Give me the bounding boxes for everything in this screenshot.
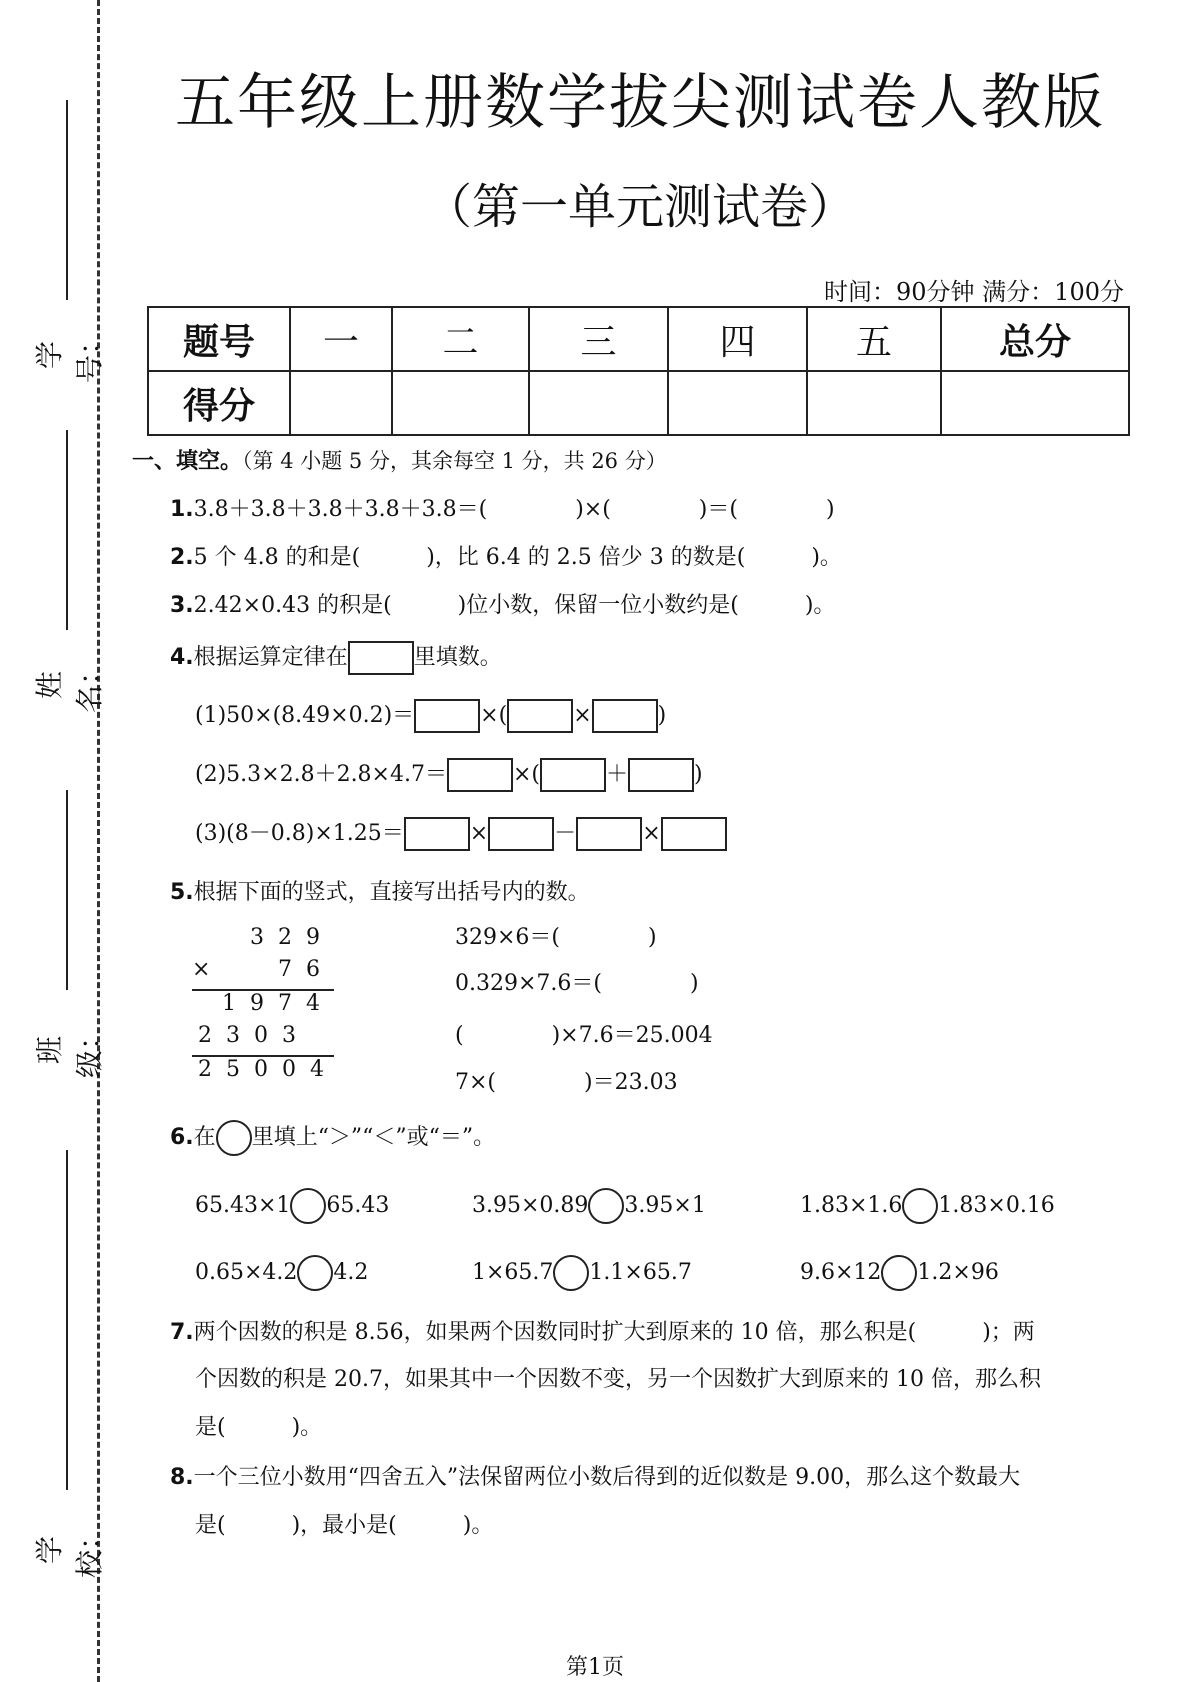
vert-times-sign: × — [192, 957, 225, 982]
question-8-line-1 — [170, 1460, 1020, 1491]
school-field[interactable] — [33, 1150, 106, 1579]
q4-s2-expr: (2)5.3×2.8＋2.8×4.7＝ — [195, 762, 447, 787]
q4-s1-close: ) — [657, 703, 667, 728]
question-7-line-3: 是( )。 — [195, 1415, 323, 1440]
answer-box[interactable] — [404, 817, 470, 851]
school-label: 学校： — [33, 1522, 106, 1579]
question-4-number: 4. — [170, 645, 194, 670]
question-6-text-a: 在 — [193, 1125, 216, 1150]
class-field[interactable] — [33, 790, 106, 1090]
compare-right: 3.95×1 — [624, 1193, 706, 1218]
vertical-multiplication — [192, 925, 338, 1089]
answer-box[interactable] — [507, 699, 573, 733]
section-1-heading — [132, 444, 667, 475]
score-header-5: 五 — [807, 307, 941, 371]
class-label: 班级： — [33, 1022, 106, 1079]
answer-circle[interactable] — [297, 1255, 333, 1291]
question-8-text-1: 一个三位小数用“四舍五入”法保留两位小数后得到的近似数是 9.00，那么这个数最大 — [193, 1465, 1021, 1490]
question-4 — [170, 640, 502, 675]
question-7-number: 7. — [170, 1320, 194, 1345]
answer-box[interactable] — [592, 699, 658, 733]
q4-s1-op1: ×( — [480, 703, 508, 728]
score-row-label: 得分 — [148, 371, 290, 435]
q4-s1-op2: × — [573, 703, 592, 728]
question-8-line-2: 是( )，最小是( )。 — [195, 1513, 494, 1538]
q4-s2-close: ) — [694, 762, 703, 787]
question-5-answer-3: ( )×7.6＝25.004 — [455, 1023, 713, 1048]
student-id-label: 学号： — [33, 327, 106, 384]
q4-s3-op2: － — [554, 821, 577, 846]
question-8-number: 8. — [170, 1465, 194, 1490]
question-5-answer-1: 329×6＝( ) — [455, 925, 657, 950]
name-label: 姓名： — [33, 657, 106, 714]
q4-s3-op3: × — [642, 821, 661, 846]
score-table — [147, 306, 1130, 436]
class-line[interactable] — [66, 790, 68, 990]
compare-item — [195, 1188, 389, 1224]
vert-row-5: 25004 — [198, 1057, 338, 1082]
question-5-answer-2: 0.329×7.6＝( ) — [455, 971, 699, 996]
q4-s3-op1: × — [469, 821, 489, 846]
score-cell-1[interactable] — [290, 371, 392, 435]
question-2-text: 5 个 4.8 的和是( )，比 6.4 的 2.5 倍少 3 的数是( )。 — [193, 545, 842, 570]
name-line[interactable] — [66, 430, 68, 630]
student-id-field[interactable] — [33, 100, 106, 400]
page-title: 五年级上册数学拔尖测试卷人教版 — [175, 68, 1105, 138]
question-1-text: 3.8＋3.8＋3.8＋3.8＋3.8＝( )×( )＝( ) — [193, 497, 835, 522]
school-line[interactable] — [66, 1150, 68, 1490]
score-header-total: 总分 — [941, 307, 1129, 371]
page-number: 第1页 — [566, 1655, 624, 1680]
compare-right: 1.1×65.7 — [589, 1260, 692, 1285]
score-header-label: 题号 — [148, 307, 290, 371]
score-cell-3[interactable] — [529, 371, 668, 435]
compare-item — [195, 1255, 368, 1291]
compare-item — [800, 1255, 999, 1291]
score-header-3: 三 — [529, 307, 668, 371]
score-header-4: 四 — [668, 307, 807, 371]
answer-box — [348, 641, 414, 675]
question-4-sub-3 — [195, 816, 727, 851]
page-subtitle: （第一单元测试卷） — [423, 179, 856, 235]
question-6 — [170, 1120, 495, 1156]
compare-left: 9.6×12 — [800, 1260, 882, 1285]
question-4-sub-2 — [195, 757, 703, 792]
compare-left: 1.83×1.6 — [800, 1193, 903, 1218]
q4-s2-op1: ×( — [512, 762, 541, 787]
question-3 — [170, 588, 835, 619]
question-5-answer-4: 7×( )＝23.03 — [455, 1070, 678, 1095]
question-6-text-b: 里填上“＞”“＜”或“＝”。 — [251, 1125, 496, 1150]
vert-row-2-digits: 76 — [278, 957, 334, 982]
question-4-text-b: 里填数。 — [413, 645, 502, 670]
compare-right: 1.83×0.16 — [938, 1193, 1055, 1218]
question-7-line-2: 个因数的积是 20.7，如果其中一个因数不变，另一个因数扩大到原来的 10 倍，那么积 — [195, 1367, 1041, 1392]
compare-right: 4.2 — [333, 1260, 369, 1285]
score-header-2: 二 — [392, 307, 529, 371]
compare-right: 65.43 — [326, 1193, 390, 1218]
question-6-number: 6. — [170, 1125, 194, 1150]
time-info: 时间：90分钟 满分：100分 — [824, 278, 1124, 306]
student-id-line[interactable] — [66, 100, 68, 300]
answer-box[interactable] — [488, 817, 554, 851]
question-1-number: 1. — [170, 497, 194, 522]
name-field[interactable] — [33, 430, 106, 730]
answer-box[interactable] — [661, 817, 727, 851]
vert-row-4: 2303 — [198, 1023, 310, 1048]
answer-circle[interactable] — [902, 1188, 938, 1224]
compare-item — [472, 1255, 692, 1291]
question-3-text: 2.42×0.43 的积是( )位小数，保留一位小数约是( )。 — [193, 593, 836, 618]
question-2 — [170, 540, 842, 571]
q4-s2-op2: ＋ — [606, 762, 629, 787]
question-5-number: 5. — [170, 880, 194, 905]
compare-left: 1×65.7 — [472, 1260, 554, 1285]
question-2-number: 2. — [170, 545, 194, 570]
compare-left: 0.65×4.2 — [195, 1260, 298, 1285]
compare-right: 1.2×96 — [917, 1260, 999, 1285]
compare-item — [800, 1188, 1055, 1224]
answer-circle — [216, 1120, 252, 1156]
question-4-text-a: 根据运算定律在 — [193, 645, 348, 670]
answer-circle[interactable] — [290, 1188, 326, 1224]
score-cell-2[interactable] — [392, 371, 529, 435]
answer-circle[interactable] — [553, 1255, 589, 1291]
compare-left: 65.43×1 — [195, 1193, 291, 1218]
answer-circle[interactable] — [588, 1188, 624, 1224]
section-1-note: （第 4 小题 5 分，其余每空 1 分，共 26 分） — [242, 449, 667, 473]
question-5 — [170, 875, 590, 906]
answer-box[interactable] — [628, 758, 694, 792]
question-1 — [170, 492, 835, 523]
question-3-number: 3. — [170, 593, 194, 618]
score-header-1: 一 — [290, 307, 392, 371]
score-table-header-row — [148, 307, 1129, 371]
question-5-text: 根据下面的竖式，直接写出括号内的数。 — [193, 880, 590, 905]
compare-item — [472, 1188, 706, 1224]
score-cell-total[interactable] — [941, 371, 1129, 435]
score-table-score-row — [148, 371, 1129, 435]
section-1-title: 一、填空。 — [132, 449, 243, 474]
score-cell-4[interactable] — [668, 371, 807, 435]
answer-box[interactable] — [447, 758, 513, 792]
answer-box[interactable] — [540, 758, 606, 792]
question-4-sub-1 — [195, 698, 666, 733]
q4-s3-expr: (3)(8－0.8)×1.25＝ — [195, 821, 404, 846]
answer-box[interactable] — [414, 699, 480, 733]
question-7-line-1 — [170, 1315, 1035, 1346]
question-7-text-1: 两个因数的积是 8.56，如果两个因数同时扩大到原来的 10 倍，那么积是( )；两 — [193, 1320, 1035, 1345]
answer-box[interactable] — [576, 817, 642, 851]
answer-circle[interactable] — [881, 1255, 917, 1291]
score-cell-5[interactable] — [807, 371, 941, 435]
compare-left: 3.95×0.89 — [472, 1193, 589, 1218]
vert-row-1: 329 — [250, 925, 334, 950]
q4-s1-expr: (1)50×(8.49×0.2)＝ — [195, 703, 415, 728]
vert-row-3: 1974 — [222, 991, 334, 1016]
vert-row-2 — [192, 957, 334, 989]
